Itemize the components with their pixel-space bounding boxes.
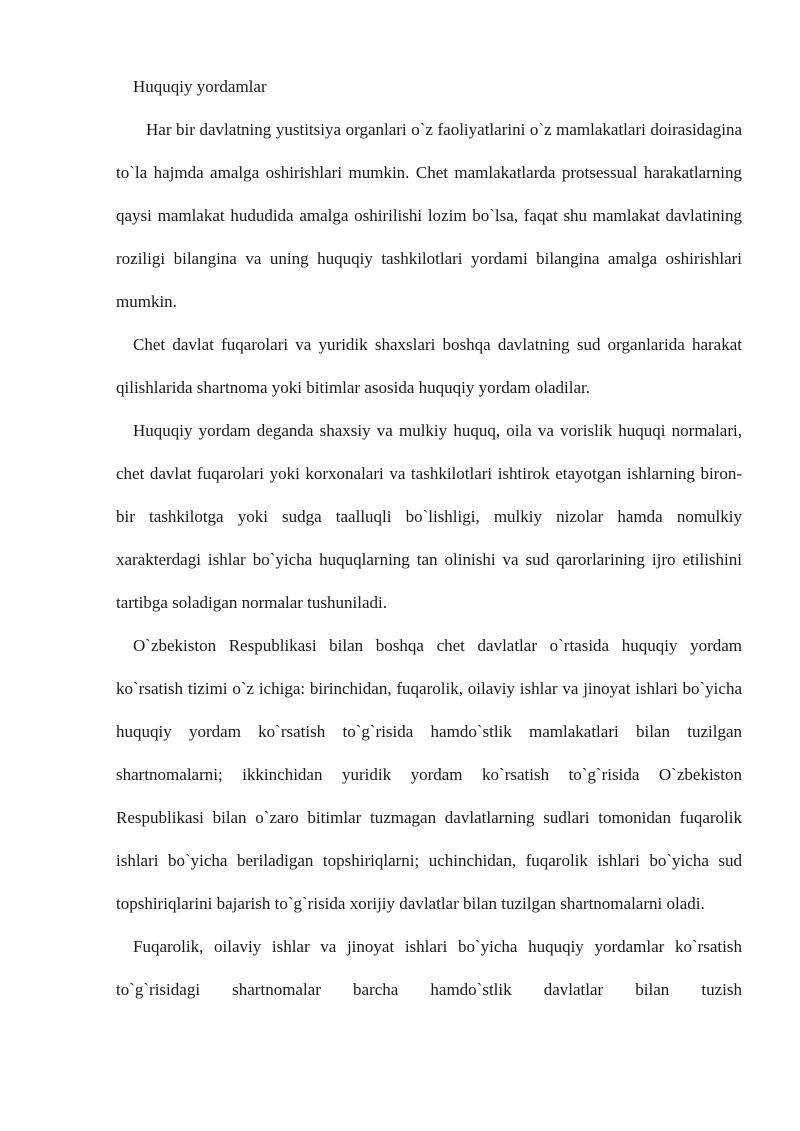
paragraph-2: Chet davlat fuqarolari va yuridik shaxslari boshqa davlatning sud organlarida harakat qilishlarida shartnoma yoki bitimlar asosida huquqiy yordam oladilar. (116, 335, 742, 397)
paragraph-3: Huquqiy yordam deganda shaxsiy va mulkiy huquq, oila va vorislik huquqi normalari, chet davlat fuqarolari yoki korxonalari va tashkilotlari ishtirok etayotgan ishlarning biron-bir tashkilotga yoki sudga taalluqli bo`lishligi, mulkiy nizolar hamda nomulkiy xarakterdagi ishlar bo`yicha huquqlarning tan olinishi va sud qarorlarining ijro etilishini tartibga soladigan normalar tushuniladi. (116, 421, 742, 612)
document-page (116, 72, 742, 1011)
paragraph-5: Fuqarolik, oilaviy ishlar va jinoyat ishlari bo`yicha huquqiy yordamlar ko`rsatish to`g`risidagi shartnomalar barcha hamdo`stlik davlatlar bilan tuzish (116, 937, 742, 999)
paragraph-4: O`zbekiston Respublikasi bilan boshqa chet davlatlar o`rtasida huquqiy yordam ko`rsatish tizimi o`z ichiga: birinchidan, fuqarolik, oilaviy ishlar va jinoyat ishlari bo`yicha huquqiy yordam ko`rsatish to`g`risida hamdo`stlik mamlakatlari bilan tuzilgan shartnomalarni; ikkinchidan yuridik yordam ko`rsatish to`g`risida O`zbekiston Respublikasi bilan o`zaro bitimlar tuzmagan davlatlarning sudlari tomonidan fuqarolik ishlari bo`yicha beriladigan topshiriqlarni; uchinchidan, fuqarolik ishlari bo`yicha sud topshiriqlarini bajarish to`g`risida xorijiy davlatlar bilan tuzilgan shartnomalarni oladi. (116, 636, 742, 913)
section-heading: Huquqiy yordamlar (133, 77, 267, 96)
paragraph-1: Har bir davlatning yustitsiya organlari o`z faoliyatlarini o`z mamlakatlari doirasidagina to`la hajmda amalga oshirishlari mumkin. Chet mamlakatlarda protsessual harakatlarning qaysi mamlakat hududida amalga oshirilishi lozim bo`lsa, faqat shu mamlakat davlatining roziligi bilangina va uning huquqiy tashkilotlari yordami bilangina amalga oshirishlari mumkin. (116, 120, 742, 311)
